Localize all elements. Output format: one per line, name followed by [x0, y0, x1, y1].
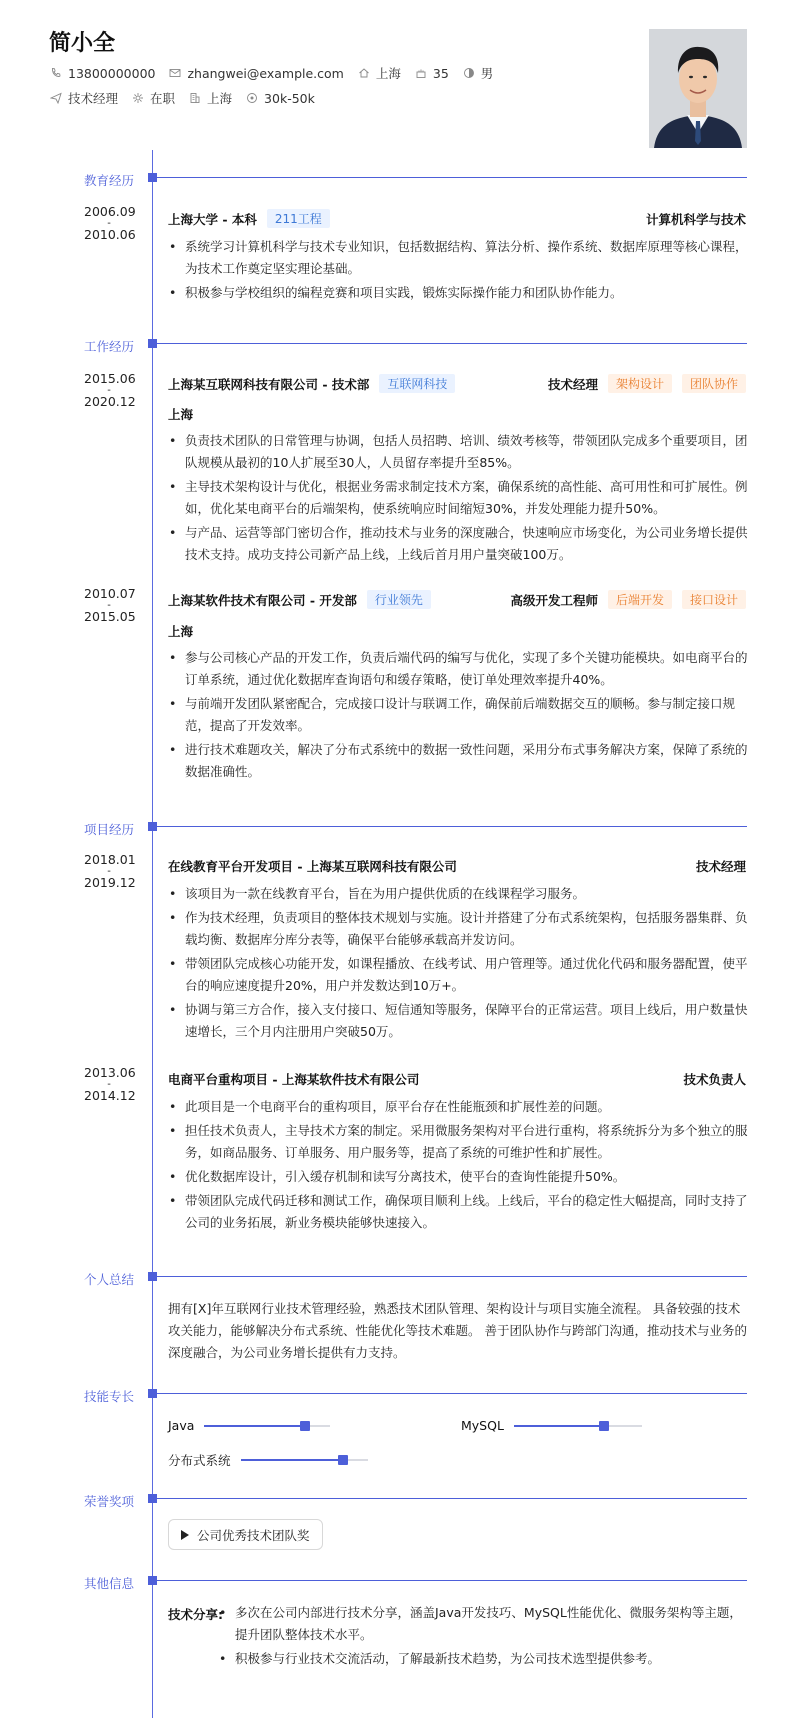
- section-title-work: 工作经历: [84, 339, 135, 354]
- role-tag: 接口设计: [682, 590, 746, 609]
- date-range: [84, 853, 134, 890]
- school-tag: 211工程: [267, 209, 330, 228]
- section-title-skills: 技能专长: [84, 1389, 135, 1404]
- building-icon: [189, 92, 201, 104]
- section-node: [148, 339, 157, 348]
- project-name: 电商平台重构项目 - 上海某软件技术有限公司: [168, 1072, 420, 1087]
- work-bullets: [168, 430, 748, 568]
- section-node: [148, 1272, 157, 1281]
- gender-text: 男: [480, 66, 494, 81]
- school-name: 上海大学 - 本科: [168, 211, 257, 227]
- project-name: 在线教育平台开发项目 - 上海某互联网科技有限公司: [168, 859, 457, 874]
- position-text: 技术经理: [68, 91, 119, 106]
- list-item: • 参与公司核心产品的开发工作，负责后端代码的编写与优化，实现了多个关键功能模块。如电商平台的订单系统，通过优化数据库查询语句和缓存策略，使订单处理效率提升40%。: [168, 647, 748, 691]
- skill-bar: [514, 1425, 642, 1427]
- list-item: • 负责技术团队的日常管理与协调，包括人员招聘、培训、绩效考核等，带领团队完成多个重要项目，团队规模从最初的10人扩展至30人，人员留存率提升至85%。: [168, 430, 748, 474]
- skill-name: MySQL: [461, 1418, 504, 1433]
- section-title-awards: 荣誉奖项: [84, 1494, 135, 1509]
- list-item: • 带领团队完成核心功能开发，如课程播放、在线考试、用户管理等。通过优化代码和服务器配置，使平台的响应速度提升20%，用户并发数达到10万+。: [168, 953, 748, 997]
- skill-fill: [241, 1459, 343, 1461]
- work-city-text: 上海: [207, 91, 233, 106]
- skill-knob: [300, 1421, 310, 1431]
- section-divider: [157, 343, 747, 344]
- age-item: [415, 66, 449, 81]
- city-item: [358, 64, 401, 82]
- work-bullets: [168, 647, 748, 785]
- skill-knob: [599, 1421, 609, 1431]
- section-divider: [157, 1498, 747, 1499]
- date-range: [84, 205, 134, 242]
- mail-icon: [169, 67, 181, 79]
- section-divider: [157, 1580, 747, 1581]
- phone-icon: [50, 67, 62, 79]
- work-location: 上海: [168, 624, 194, 639]
- section-node: [148, 1494, 157, 1503]
- project-bullets: [168, 1096, 748, 1236]
- skill-knob: [338, 1455, 348, 1465]
- other-bullets: [218, 1602, 748, 1672]
- gear-icon: [132, 92, 144, 104]
- education-bullets: [168, 236, 748, 306]
- date-end: 2014.12: [84, 1088, 136, 1103]
- section-divider: [157, 177, 747, 178]
- list-item: • 协调与第三方合作，接入支付接口、短信通知等服务，保障平台的正常运营。项目上线后，用户数量快速增长，三个月内注册用户突破50万。: [168, 999, 748, 1043]
- section-title-projects: 项目经历: [84, 822, 135, 837]
- section-divider: [157, 1393, 747, 1394]
- salary-text: 30k-50k: [264, 90, 315, 106]
- list-item: • 该项目为一款在线教育平台，旨在为用户提供优质的在线课程学习服务。: [168, 883, 748, 905]
- list-item: • 与前端开发团队紧密配合，完成接口设计与联调工作，确保前后端数据交互的顺畅。参与制定接口规范，提高了开发效率。: [168, 693, 748, 737]
- date-dash: -: [107, 218, 111, 229]
- section-title-other: 其他信息: [84, 1576, 135, 1591]
- section-title-education: 教育经历: [84, 173, 135, 188]
- skill-name: Java: [168, 1418, 195, 1433]
- email-text: zhangwei@example.com: [187, 65, 344, 81]
- date-start: 2010.07: [84, 586, 136, 601]
- education-header: [168, 209, 746, 228]
- list-item: • 带领团队完成代码迁移和测试工作，确保项目顺利上线。上线后，平台的稳定性大幅提高，同时支持了公司的业务拓展，新业务模块能够快速接入。: [168, 1190, 748, 1234]
- date-dash: -: [107, 866, 111, 877]
- date-end: 2010.06: [84, 227, 136, 242]
- timeline-line: [152, 150, 153, 1718]
- money-icon: [246, 92, 258, 104]
- project-header: [168, 1070, 746, 1088]
- section-node: [148, 822, 157, 831]
- profile-photo: [649, 29, 747, 148]
- date-dash: -: [107, 385, 111, 396]
- age-text: 35: [432, 65, 449, 81]
- skill-item: [168, 1451, 368, 1469]
- section-node: [148, 173, 157, 182]
- award-badge: [168, 1519, 323, 1550]
- phone-item: [50, 66, 155, 81]
- status-item: [132, 89, 175, 107]
- job-row: [50, 89, 329, 107]
- gender-icon: [463, 67, 475, 79]
- date-start: 2006.09: [84, 204, 136, 219]
- company-name: 上海某互联网科技有限公司 - 技术部: [168, 376, 370, 392]
- role-tag: 架构设计: [608, 374, 672, 393]
- other-label: 技术分享:: [168, 1607, 223, 1622]
- work-header: [168, 374, 746, 393]
- major-name: 计算机科学与技术: [645, 211, 746, 227]
- date-range: [84, 1066, 134, 1103]
- candidate-name: 简小全: [49, 31, 116, 56]
- skill-item: [168, 1418, 330, 1433]
- phone-text: 13800000000: [68, 65, 156, 81]
- company-tag: 行业领先: [367, 590, 431, 609]
- contact-row: [50, 64, 507, 82]
- role-tag: 团队协作: [682, 374, 746, 393]
- section-divider: [157, 1276, 747, 1277]
- age-icon: [415, 67, 427, 79]
- skill-fill: [514, 1425, 604, 1427]
- skill-name: 分布式系统: [168, 1453, 231, 1468]
- date-range: [84, 587, 134, 624]
- email-item: [169, 66, 343, 81]
- position-item: [50, 89, 118, 107]
- play-icon: [181, 1530, 189, 1540]
- date-range: [84, 372, 134, 409]
- list-item: • 作为技术经理，负责项目的整体技术规划与实施。设计并搭建了分布式系统架构，包括服务器集群、负载均衡、数据库分库分表等，确保平台能够承载高并发访问。: [168, 907, 748, 951]
- section-divider: [157, 826, 747, 827]
- gender-item: [463, 64, 494, 82]
- company-tag: 互联网科技: [379, 374, 455, 393]
- list-item: • 与产品、运营等部门密切合作，推动技术与业务的深度融合，快速响应市场变化，为公司业务增长提供技术支持。成功支持公司新产品上线，上线后首月用户量突破100万。: [168, 522, 748, 566]
- project-role: 技术负责人: [683, 1072, 746, 1087]
- date-dash: -: [107, 1079, 111, 1090]
- list-item: • 担任技术负责人，主导技术方案的制定。采用微服务架构对平台进行重构，将系统拆分为多个独立的服务，如商品服务、订单服务、用户服务等，提高了系统的可维护性和扩展性。: [168, 1120, 748, 1164]
- skill-bar: [241, 1459, 368, 1461]
- skill-fill: [204, 1425, 305, 1427]
- skill-item: [461, 1418, 642, 1433]
- summary-text: 拥有[X]年互联网行业技术管理经验，熟悉技术团队管理、架构设计与项目实施全流程。 具备较强的技术攻关能力，能够解决分布式系统、性能优化等技术难题。 善于团队协作与跨部门沟通，推动技术与业务的深度融合，为公司业务增长提供有力支持。: [168, 1301, 747, 1360]
- list-item: • 多次在公司内部进行技术分享，涵盖Java开发技巧、MySQL性能优化、微服务架构等主题，提升团队整体技术水平。: [218, 1602, 748, 1646]
- date-end: 2019.12: [84, 875, 136, 890]
- section-node: [148, 1576, 157, 1585]
- list-item: • 进行技术难题攻关，解决了分布式系统中的数据一致性问题，采用分布式事务解决方案，保障了系统的数据准确性。: [168, 739, 748, 783]
- job-role: 高级开发工程师: [510, 592, 598, 608]
- work-location: 上海: [168, 407, 194, 422]
- list-item: • 主导技术架构设计与优化，根据业务需求制定技术方案，确保系统的高性能、高可用性和可扩展性。例如，优化某电商平台的后端架构，使系统响应时间缩短30%，并发处理能力提升50%。: [168, 476, 748, 520]
- project-header: [168, 857, 746, 875]
- date-dash: -: [107, 600, 111, 611]
- work-city-item: [189, 89, 232, 107]
- date-end: 2020.12: [84, 394, 136, 409]
- home-icon: [358, 67, 370, 79]
- company-name: 上海某软件技术有限公司 - 开发部: [168, 592, 357, 608]
- date-start: 2015.06: [84, 371, 136, 386]
- skill-bar: [204, 1425, 330, 1427]
- list-item: • 系统学习计算机科学与技术专业知识，包括数据结构、算法分析、操作系统、数据库原理等核心课程，为技术工作奠定坚实理论基础。: [168, 236, 748, 280]
- status-text: 在职: [150, 91, 176, 106]
- date-start: 2018.01: [84, 852, 136, 867]
- project-role: 技术经理: [695, 859, 746, 874]
- job-role: 技术经理: [547, 376, 598, 392]
- salary-item: [246, 91, 315, 106]
- section-title-summary: 个人总结: [84, 1272, 135, 1287]
- award-name: 公司优秀技术团队奖: [197, 1527, 310, 1543]
- work-header: [168, 590, 746, 609]
- city-text: 上海: [375, 66, 401, 81]
- list-item: • 优化数据库设计，引入缓存机制和读写分离技术，使平台的查询性能提升50%。: [168, 1166, 748, 1188]
- list-item: • 积极参与学校组织的编程竞赛和项目实践，锻炼实际操作能力和团队协作能力。: [168, 282, 748, 304]
- list-item: • 此项目是一个电商平台的重构项目，原平台存在性能瓶颈和扩展性差的问题。: [168, 1096, 748, 1118]
- date-end: 2015.05: [84, 609, 136, 624]
- list-item: • 积极参与行业技术交流活动，了解最新技术趋势，为公司技术选型提供参考。: [218, 1648, 748, 1670]
- role-tag: 后端开发: [608, 590, 672, 609]
- section-node: [148, 1389, 157, 1398]
- date-start: 2013.06: [84, 1065, 136, 1080]
- send-icon: [50, 92, 62, 104]
- project-bullets: [168, 883, 748, 1045]
